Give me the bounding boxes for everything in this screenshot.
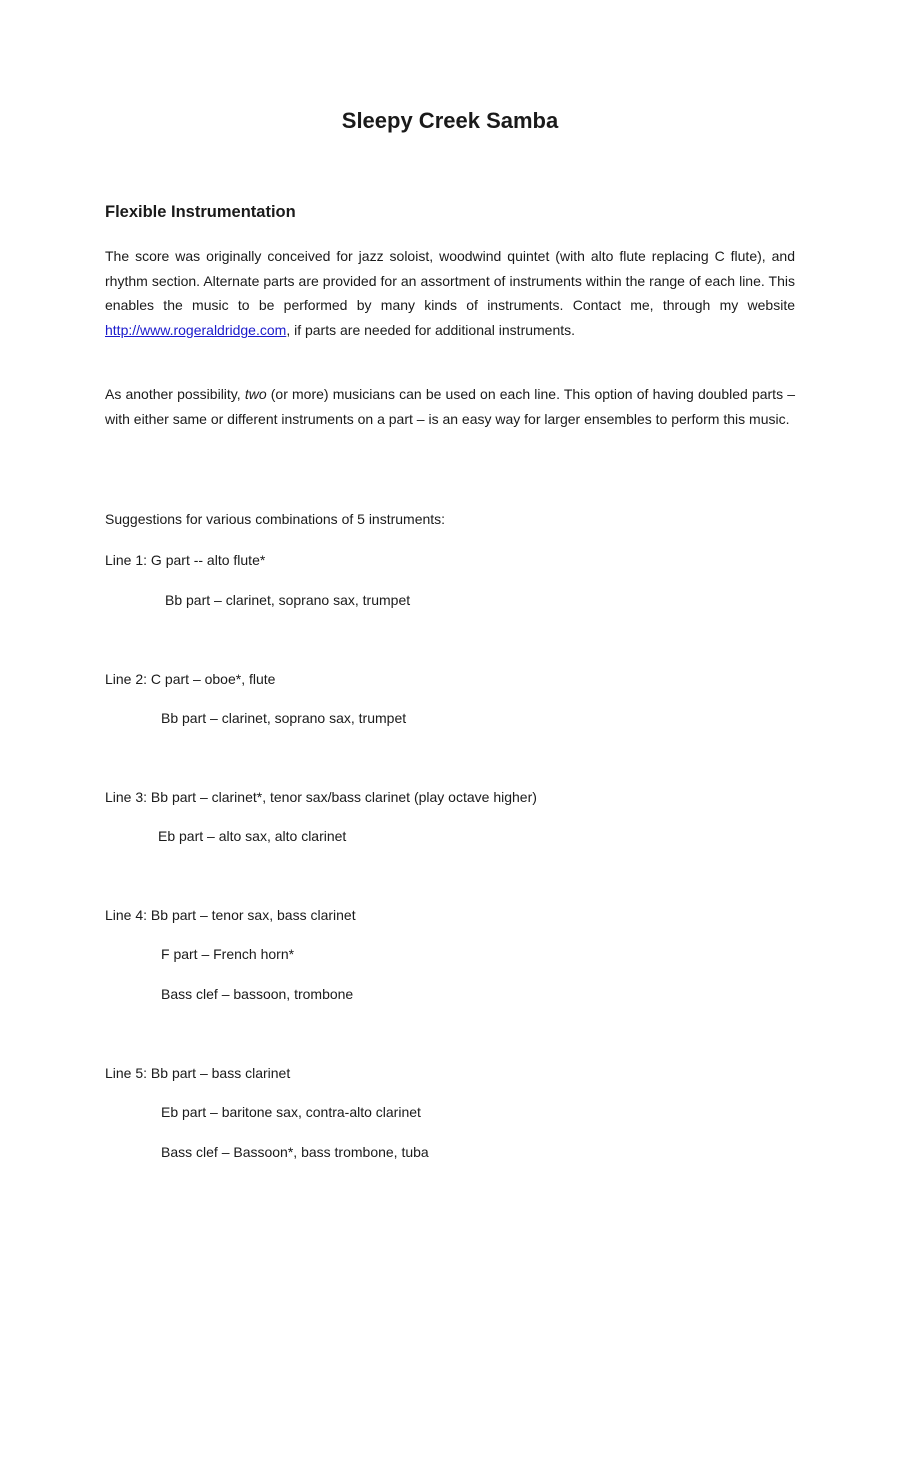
intro-text-end: , if parts are needed for additional instruments. bbox=[286, 322, 576, 339]
line-5-eb-part: Eb part – baritone sax, contra-alto clarinet bbox=[161, 1104, 421, 1120]
line-1-bb-part: Bb part – clarinet, soprano sax, trumpet bbox=[165, 592, 411, 608]
document-page bbox=[105, 0, 795, 1482]
line-5-bass-clef: Bass clef – Bassoon*, bass trombone, tuba bbox=[161, 1144, 429, 1160]
line-2-c-part: Line 2: C part – oboe*, flute bbox=[105, 671, 276, 687]
line-3-eb-part: Eb part – alto sax, alto clarinet bbox=[158, 828, 347, 844]
line-4-bb-part: Line 4: Bb part – tenor sax, bass clarinet bbox=[105, 907, 356, 923]
line-4-bass-clef: Bass clef – bassoon, trombone bbox=[161, 986, 354, 1002]
doubling-text-end: (or more) musicians can be used on each line. This option of having doubled parts – with either same or different instruments on a part – is an easy way for larger ensembles to perform this music. bbox=[105, 386, 795, 427]
line-4-f-part: F part – French horn* bbox=[161, 946, 295, 962]
doubling-paragraph bbox=[105, 382, 795, 431]
document-title: Sleepy Creek Samba bbox=[341, 108, 559, 133]
line-3-bb-part: Line 3: Bb part – clarinet*, tenor sax/bass clarinet (play octave higher) bbox=[105, 789, 537, 805]
suggestions-intro: Suggestions for various combinations of 5 instruments: bbox=[105, 511, 446, 527]
intro-text: The score was originally conceived for jazz soloist, woodwind quintet (with alto flute replacing C flute), and rhythm section. Alternate parts are provided for an assortment of instruments within the range of each line. This enables the music to be performed by many kinds of instruments. Contact me, through my website bbox=[105, 248, 795, 314]
section-heading: Flexible Instrumentation bbox=[105, 203, 296, 221]
website-link[interactable]: http://www.rogeraldridge.com bbox=[105, 322, 287, 339]
line-1-g-part: Line 1: G part -- alto flute* bbox=[105, 552, 266, 568]
intro-paragraph bbox=[105, 244, 795, 343]
line-2-bb-part: Bb part – clarinet, soprano sax, trumpet bbox=[161, 710, 407, 726]
emphasis-two: two bbox=[244, 386, 267, 402]
doubling-text: As another possibility, bbox=[105, 386, 245, 402]
line-5-bb-part: Line 5: Bb part – bass clarinet bbox=[105, 1065, 291, 1081]
